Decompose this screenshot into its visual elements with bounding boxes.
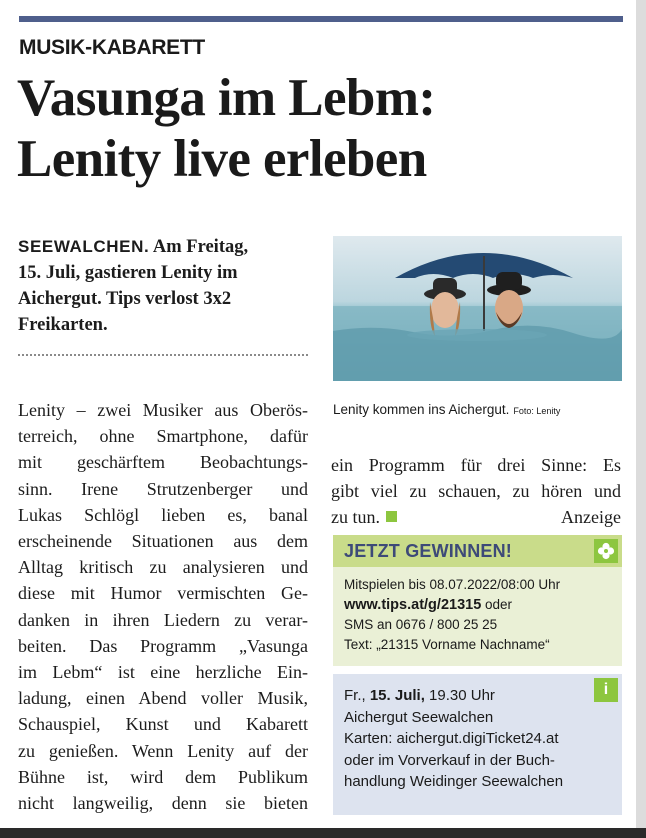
lead-line: Freikarten.: [18, 315, 108, 335]
body-line: danken in ihren Liedern zu verar-: [18, 609, 308, 630]
dotted-divider: [18, 354, 308, 356]
info-icon: i: [594, 678, 618, 702]
article-photo: [333, 236, 622, 381]
body-line: sinn. Irene Strutzenberger und: [18, 478, 308, 499]
lead-line: Aichergut. Tips verlost 3x2: [18, 289, 232, 309]
body-line: Schauspiel, Kunst und Kabarett: [18, 714, 308, 735]
ad-label: Anzeige: [561, 507, 621, 528]
headline: [17, 68, 627, 190]
event-day: Fr.,: [344, 687, 370, 704]
event-info-body: [344, 685, 594, 793]
event-venue: Aichergut Seewalchen: [344, 708, 494, 726]
body-line: im Lebm“ ist eine herzliche Ein-: [18, 662, 308, 683]
contest-link[interactable]: www.tips.at/g/21315: [344, 596, 482, 613]
body-line: ein Programm für drei Sinne: Es: [331, 455, 621, 475]
body-line: erscheinende Situationen aus dem: [18, 531, 308, 552]
body-line: Lenity – zwei Musiker aus Oberös-: [18, 400, 308, 420]
body-line: ladung, einen Abend voller Musik,: [18, 688, 308, 709]
page-edge-bottom: [0, 828, 646, 838]
body-line: beiten. Das Programm „Vasunga: [18, 635, 308, 656]
event-date: 15. Juli,: [369, 687, 425, 704]
event-tickets: Karten: aichergut.digiTicket24.at: [344, 730, 559, 747]
body-line: terreich, ohne Smartphone, dafür: [18, 426, 308, 447]
contest-box: [333, 535, 622, 666]
contest-header: [333, 535, 622, 567]
contest-title: JETZT GEWINNEN!: [344, 541, 512, 561]
top-rule: [19, 16, 623, 22]
clover-icon: [594, 539, 618, 563]
photo-credit: Foto: Lenity: [513, 406, 561, 416]
lead-paragraph: [18, 234, 310, 338]
body-line-last: [331, 504, 621, 530]
body-line: Bühne ist, wird dem Publikum: [18, 766, 308, 787]
lead-place: SEEWALCHEN.: [18, 237, 150, 256]
lead-line: 15. Juli, gastieren Lenity im: [18, 263, 238, 283]
contest-link-suffix: oder: [481, 596, 513, 612]
body-column-1: [18, 397, 308, 816]
photo-illustration: [333, 236, 622, 381]
contest-body: [344, 575, 614, 654]
section-kicker: MUSIK-KABARETT: [19, 36, 205, 59]
event-info-box: [333, 674, 622, 815]
headline-line-1: Vasunga im Lebm:: [17, 69, 436, 127]
headline-line-2: Lenity live erleben: [17, 130, 427, 188]
event-presale: oder im Vorverkauf in der Buch-: [344, 751, 555, 769]
event-shop: handlung Weidinger Seewalchen: [344, 773, 564, 790]
end-mark-icon: [386, 511, 397, 522]
body-line: zu genießen. Wenn Lenity auf der: [18, 740, 308, 761]
body-line: mit geschärftem Beobachtungs-: [18, 452, 308, 473]
photo-caption: [333, 402, 623, 417]
lead-line: Am Freitag,: [152, 237, 249, 257]
body-line: Lukas Schlögl lieben es, banal: [18, 504, 308, 525]
contest-deadline: Mitspielen bis 08.07.2022/08:00 Uhr: [344, 577, 561, 592]
page-edge-right: [636, 0, 646, 838]
body-column-2: [331, 452, 621, 531]
body-line: diese mit Humor vermischten Ge-: [18, 583, 308, 604]
contest-sms: SMS an 0676 / 800 25 25: [344, 617, 498, 632]
body-line: Alltag kritisch zu analysieren und: [18, 557, 308, 578]
caption-text: Lenity kommen ins Aichergut.: [333, 402, 510, 417]
event-time: 19.30 Uhr: [424, 687, 495, 704]
body-line: gibt viel zu schauen, zu hören und: [331, 481, 621, 502]
body-line: zu tun.: [331, 507, 380, 528]
body-line: nicht langweilig, denn sie bieten: [18, 793, 308, 814]
contest-sms-text: Text: „21315 Vorname Nachname“: [344, 636, 550, 652]
